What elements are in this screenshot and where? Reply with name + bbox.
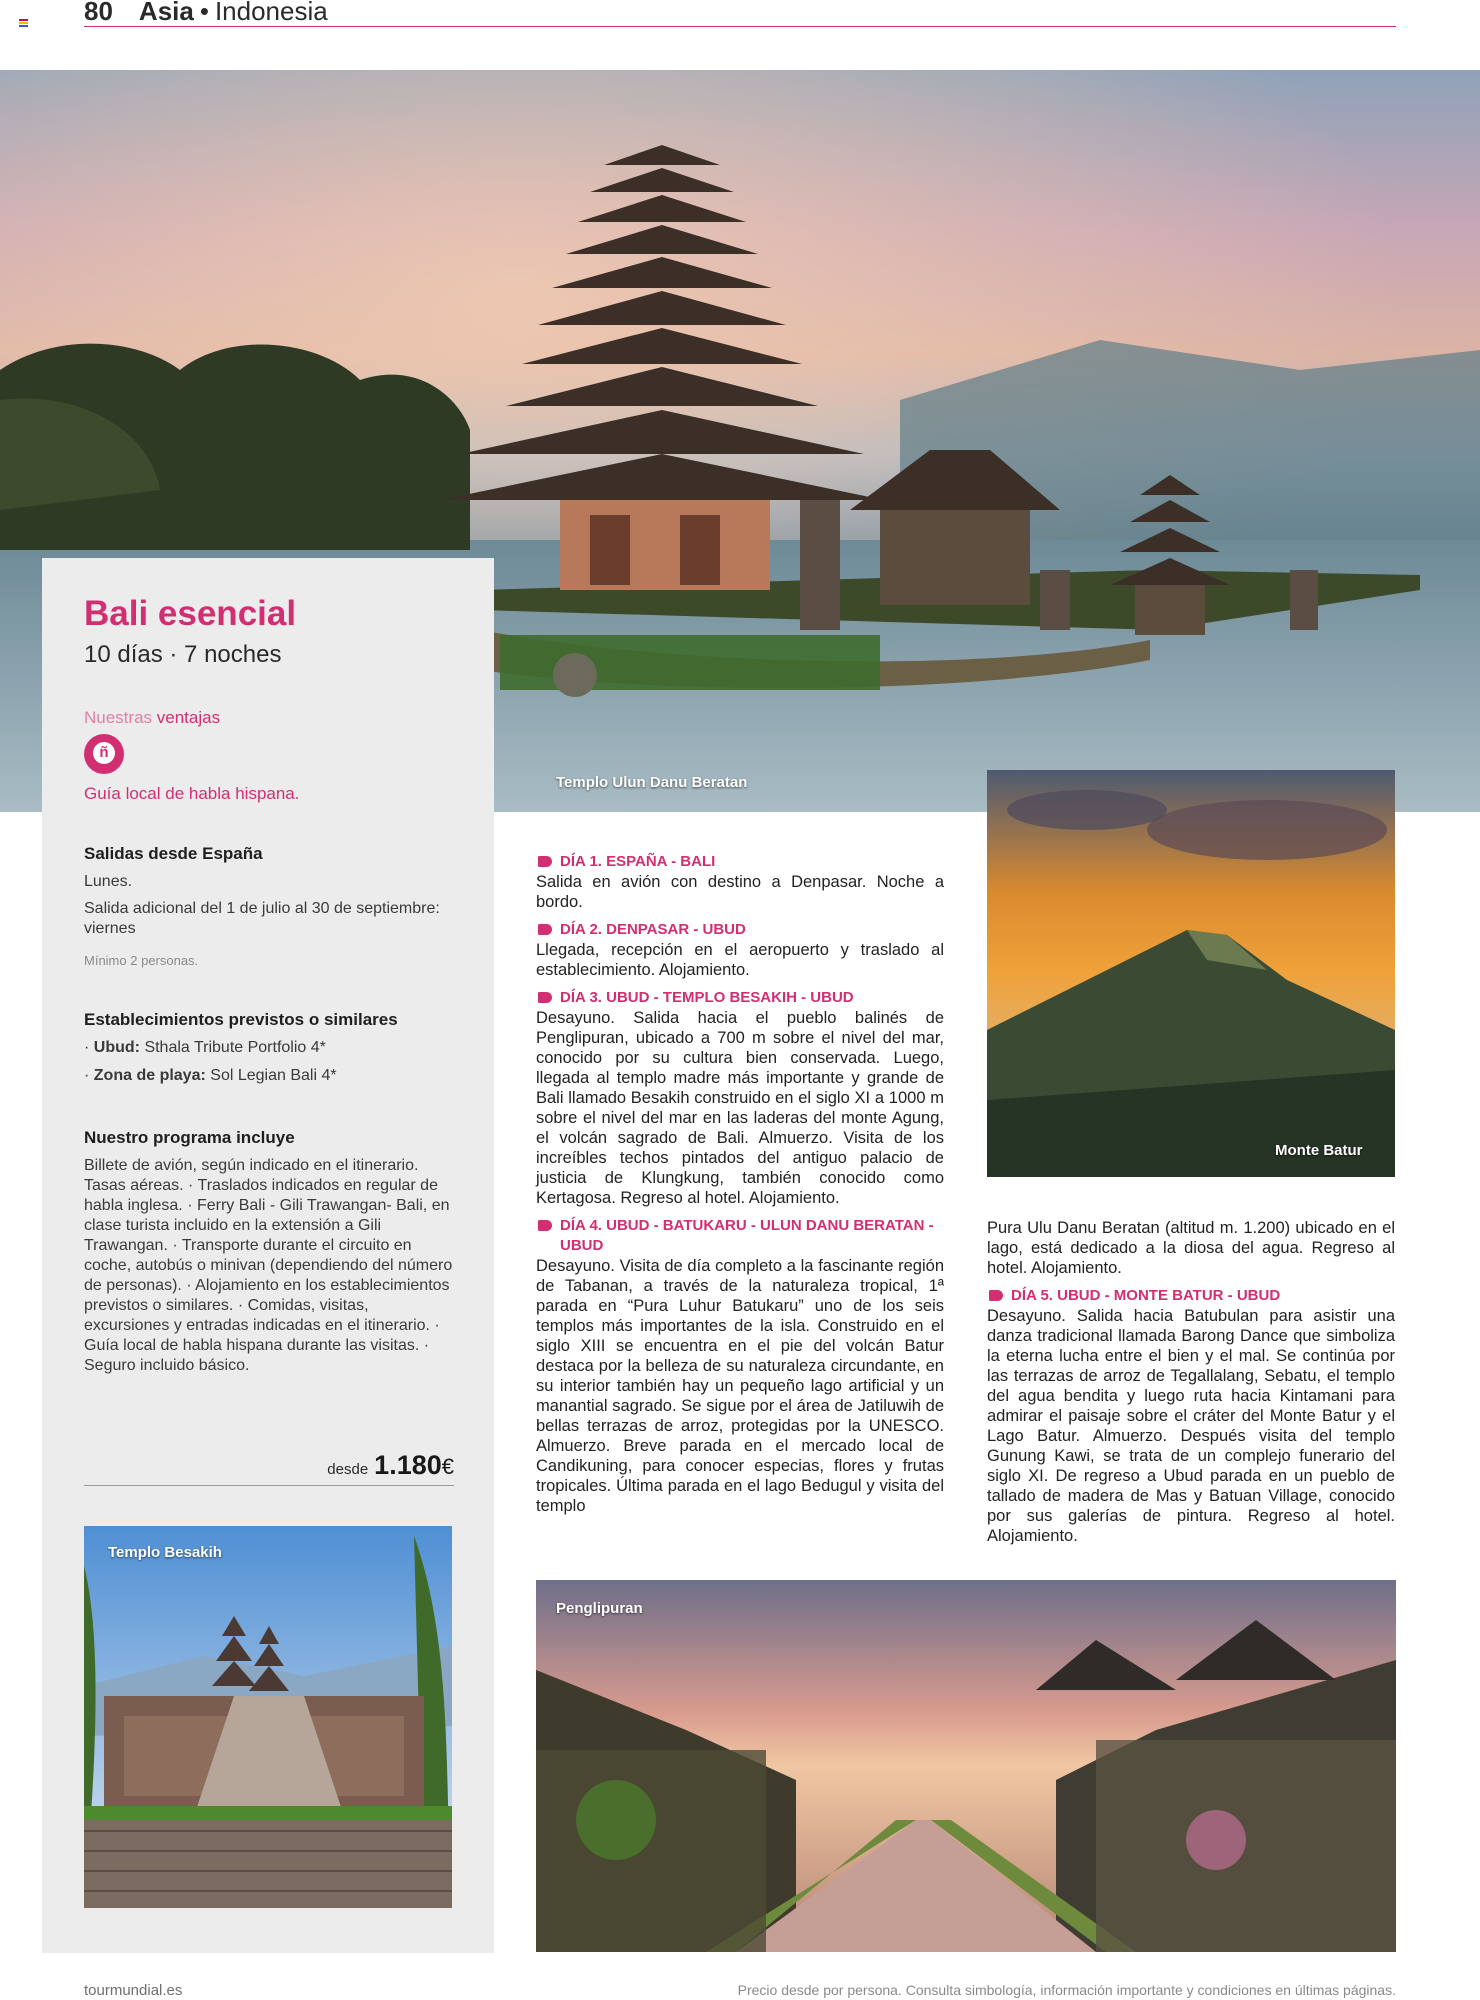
bullet-tag-icon [538,924,552,935]
penglipuran-photo [536,1580,1396,1952]
trip-title: Bali esencial [84,594,297,633]
hotel-name: Sthala Tribute Portfolio 4* [144,1039,326,1056]
footer-disclaimer: Precio desde por persona. Consulta simbología, información importante y condiciones en últimas páginas. [737,1982,1396,1998]
day-2-text: Llegada, recepción en el aeropuerto y traslado al establecimiento. Alojamiento. [536,941,944,979]
hotel-name: Sol Legian Bali 4* [210,1067,337,1084]
day-1-text: Salida en avión con destino a Denpasar. Noche a bordo. [536,873,944,911]
page-header [84,0,328,27]
bullet-tag-icon [989,1290,1003,1301]
spanish-speaking-guide-icon: ñ [84,734,124,774]
monte-batur-caption: Monte Batur [1275,1142,1363,1159]
hotel-item: · Ubud: Sthala Tribute Portfolio 4* [84,1039,326,1056]
header-country: Indonesia [214,0,328,26]
price-divider [84,1485,454,1486]
besakih-caption: Templo Besakih [108,1544,222,1561]
price-amount: 1.180 [374,1450,442,1480]
header-divider [84,26,1396,27]
departures-note: Mínimo 2 personas. [84,953,199,968]
hotels-title: Establecimientos previstos o similares [84,1010,398,1029]
itinerary-column-1 [536,852,944,1524]
includes-text: Billete de avión, según indicado en el itinerario. Tasas aéreas. · Traslados indicados en regular de habla inglesa. · Ferry Bali - Gili Trawangan- Bali, en clase turista incluido en la extensión a Gili Trawangan. · Transporte durante el circuito en coche, autobús o minivan (dependiendo del número de personas). · Alojamiento en los establecimientos previstos o similares. · Comidas, visitas, excursiones y entradas indicadas en el itinerario. · Guía local de habla hispana durante las visitas. · Seguro incluido básico. [84,1157,453,1374]
day-3-title: DÍA 3. UBUD - TEMPLO BESAKIH - UBUD [536,988,944,1008]
header-region: Asia [138,0,194,26]
price-currency: € [441,1454,454,1479]
day-5-title: DÍA 5. UBUD - MONTE BATUR - UBUD [987,1286,1395,1306]
bullet-tag-icon [538,856,552,867]
besakih-photo [84,1526,452,1908]
advantage-text: Guía local de habla hispana. [84,784,300,803]
includes-title: Nuestro programa incluye [84,1128,295,1147]
trip-info-panel [42,558,494,1953]
day-1-title: DÍA 1. ESPAÑA - BALI [536,852,944,872]
advantages-label-2: ventajas [156,708,221,727]
departures-title: Salidas desde España [84,844,263,863]
footer-website: tourmundial.es [84,1982,183,1999]
advantages-label-1: Nuestras [84,708,153,727]
itinerary-column-2 [987,1218,1395,1554]
price-from-label: desde [327,1461,369,1478]
hotel-place: Ubud: [93,1039,140,1056]
bullet-tag-icon [538,1220,552,1231]
departures-line-1: Lunes. [84,873,133,890]
monte-batur-photo [987,770,1395,1177]
day-4-text: Desayuno. Visita de día completo a la fascinante región de Tabanan, a través de la naturaleza tropical, 1ª parada en “Pura Luhur Batukaru” uno de los seis templos más importantes de la isla. Construido en el siglo XIII se encuentra en el pie del volcán Batur destaca por la belleza de su naturaleza circundante, en su interior también hay un pequeño lago artificial y un manantial sagrado. Se sigue por el área de Jatiluwih de bellas terrazas de arroz, protegidas por la UNESCO. Almuerzo. Breve parada en el mercado local de Candikuning, para conocer especias, flores y frutas tropicales. Última parada en el lago Bedugul y visita del templo [536,1257,944,1515]
day-2-title: DÍA 2. DENPASAR - UBUD [536,920,944,940]
advantages-label [84,708,220,728]
hotel-item: · Zona de playa: Sol Legian Bali 4* [84,1067,337,1084]
day-3-text: Desayuno. Salida hacia el pueblo balinés de Penglipuran, ubicado a 700 m sobre el nivel del mar, conocido por su cultura bien conservada. Luego, llegada al templo madre más importante y grande de Bali llamado Besakih construido en el siglo XI a 1000 m sobre el nivel del mar en las laderas del monte Agung, el volcán sagrado de Bali. Almuerzo. Visita de los increíbles techos pintados del antiguo palacio de justicia de Klungkung, también conocido como Kertagosa. Regreso al hotel. Alojamiento. [536,1009,944,1207]
day-4-title: DÍA 4. UBUD - BATUKARU - ULUN DANU BERATAN - UBUD [536,1216,944,1256]
day-4-text-continued: Pura Ulu Danu Beratan (altitud m. 1.200) ubicado en el lago, está dedicado a la diosa del agua. Regreso al hotel. Alojamiento. [987,1219,1395,1277]
day-5-text: Desayuno. Salida hacia Batubulan para asistir una danza tradicional llamada Barong Dance que simboliza la eterna lucha entre el bien y el mal. Se continúa por las terrazas de arroz de Tegallalang, Sebatu, el templo del agua bendita y luego ruta hacia Kintamani para admirar el paisaje sobre el cráter del Monte Batur y el Lago Batur. Almuerzo. Después visita del templo Gunung Kawi, se trata de un complejo funerario del siglo XI. De regreso a Ubud parada en un pueblo de tallado de madera de Mas y Batuan Village, conocido por sus galerías de pintura. Regreso al hotel. Alojamiento. [987,1307,1395,1545]
hero-caption: Templo Ulun Danu Beratan [556,774,748,791]
trip-duration: 10 días · 7 noches [84,641,282,668]
departures-line-2: Salida adicional del 1 de julio al 30 de septiembre: viernes [84,900,440,937]
bullet-tag-icon [538,992,552,1003]
flag-icon [19,19,28,26]
hotel-place: Zona de playa: [93,1067,206,1084]
price [84,1450,454,1481]
header-separator: • [199,0,209,26]
page-number: 80 [84,0,113,26]
penglipuran-caption: Penglipuran [556,1600,643,1617]
